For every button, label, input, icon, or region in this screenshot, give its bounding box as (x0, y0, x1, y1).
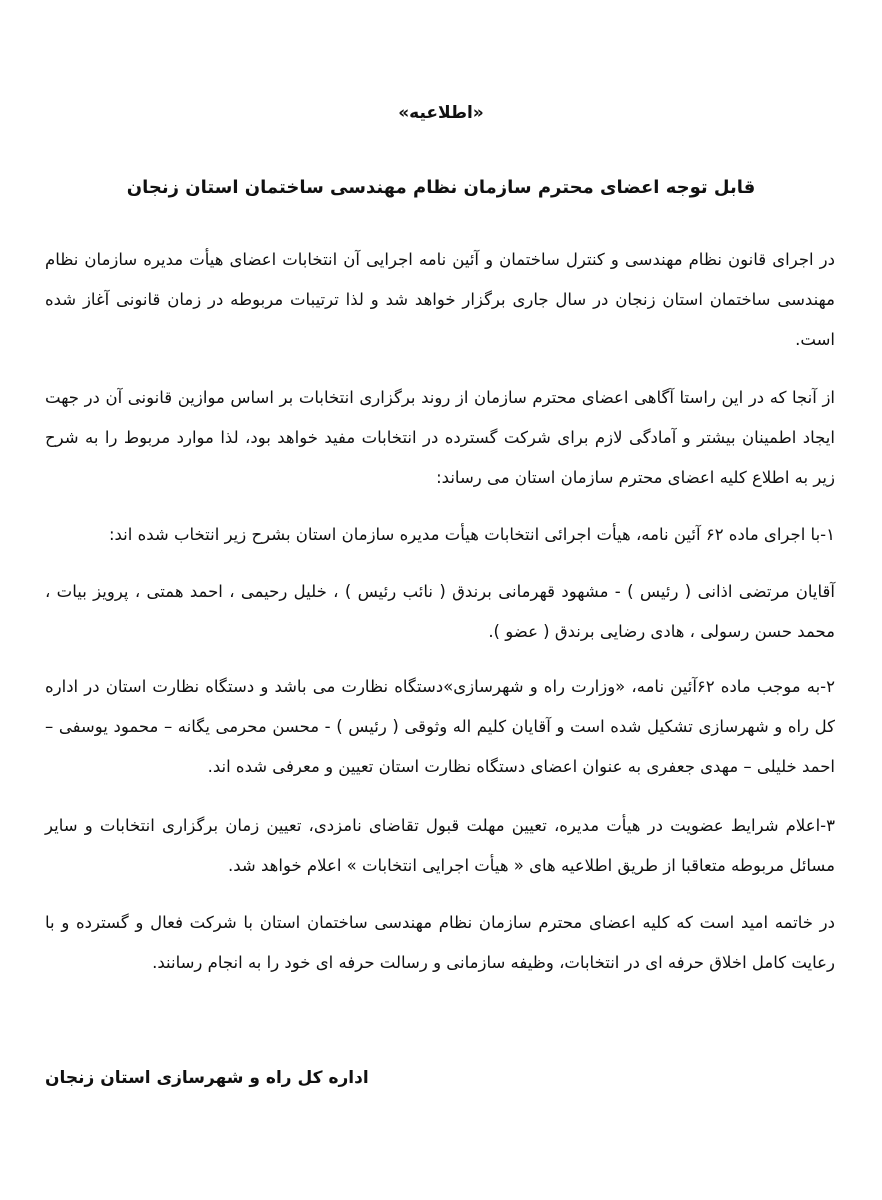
paragraph-awareness: از آنجا که در این راستا آگاهی اعضای محترم سازمان از روند برگزاری انتخابات بر اساس موازین قانونی آن در جهت ایجاد اطمینان بیشتر و آمادگی لازم برای شرکت گسترده در انتخابات مفید خواهد بود، لذا موارد مربوط را به شرح زیر به اطلاع کلیه اعضای محترم سازمان استان می رساند: (45, 388, 835, 487)
paragraph-item-3: ۳-اعلام شرایط عضویت در هیأت مدیره، تعیین مهلت قبول تقاضای نامزدی، تعیین زمان برگزاری انتخابات و سایر مسائل مربوطه متعاقبا از طریق اطلاعیه های « هیأت اجرایی انتخابات » اعلام خواهد شد. (45, 816, 835, 875)
paragraph-item-2: ۲-به موجب ماده ۶۲آئین نامه، «وزارت راه و شهرسازی»دستگاه نظارت می باشد و دستگاه نظارت استان در اداره کل راه و شهرسازی تشکیل شده است و آقایان کلیم اله وثوقی ( رئیس ) - محسن محرمی یگانه – محمود یوسفی – احمد خلیلی – مهدی جعفری به عنوان اعضای دستگاه نظارت استان تعیین و معرفی شده اند. (45, 677, 835, 776)
paragraph-item-1: ۱-با اجرای ماده ۶۲ آئین نامه، هیأت اجرائی انتخابات هیأت مدیره سازمان استان بشرح زیر انتخاب شده اند: (108, 525, 835, 544)
notice-subtitle: قابل توجه اعضای محترم سازمان نظام مهندسی ساختمان استان زنجان (126, 177, 756, 198)
notice-title: «اطلاعیه» (398, 103, 484, 123)
paragraph-intro: در اجرای قانون نظام مهندسی و کنترل ساختمان و آئین نامه اجرایی آن انتخابات اعضای هیأت مدیره سازمان نظام مهندسی ساختمان استان زنجان در سال جاری برگزار خواهد شد و لذا ترتیبات مربوطه در زمان قانونی آغاز شده است. (45, 250, 835, 349)
paragraph-executive-members: آقایان مرتضی اذانی ( رئیس ) - مشهود قهرمانی برندق ( نائب رئیس ) ، خلیل رحیمی ، احمد همتی ، پرویز بیات ، محمد حسن رسولی ، هادی رضایی برندق ( عضو ). (45, 582, 835, 641)
paragraph-closing: در خاتمه امید است که کلیه اعضای محترم سازمان نظام مهندسی ساختمان استان با شرکت فعال و گسترده و با رعایت کامل اخلاق حرفه ای در انتخابات، وظیفه سازمانی و رسالت حرفه ای خود را به انجام رسانند. (45, 913, 835, 972)
signature: اداره کل راه و شهرسازی استان زنجان (45, 1068, 369, 1088)
